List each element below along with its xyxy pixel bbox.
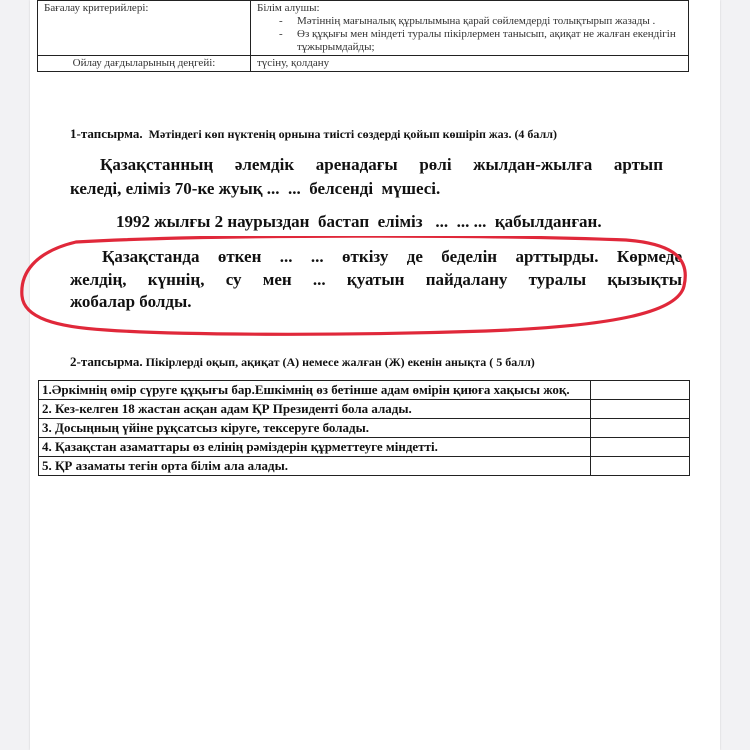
statement-text: 5. ҚР азаматы тегін орта білім ала алады. bbox=[39, 457, 591, 476]
task1-heading bbox=[70, 126, 557, 142]
answer-cell[interactable] bbox=[591, 457, 690, 476]
statement-row bbox=[39, 438, 690, 457]
thinking-level-row bbox=[38, 56, 689, 72]
task1-number: 1-тапсырма. bbox=[70, 126, 143, 141]
task2-heading bbox=[70, 354, 535, 370]
criteria-table bbox=[37, 0, 689, 72]
task2-instruction: Пікірлерді оқып, ақиқат (А) немесе жалған (Ж) екенін анықта ( 5 балл) bbox=[145, 355, 535, 369]
answer-cell[interactable] bbox=[591, 438, 690, 457]
task1-paragraph3-line2: желдің, күннің, су мен ... қуатын пайдалану туралы қызықты bbox=[70, 270, 682, 289]
task2-table bbox=[38, 380, 690, 476]
statement-row bbox=[39, 419, 690, 438]
criteria-list bbox=[257, 15, 682, 54]
criteria-label: Бағалау критерийлері: bbox=[38, 1, 251, 56]
task1-paragraph1-line1: Қазақстанның әлемдік аренадағы рөлі жылдан-жылға артып bbox=[100, 155, 663, 174]
answer-cell[interactable] bbox=[591, 381, 690, 400]
thinking-level-label: Ойлау дағдыларының деңгейі: bbox=[38, 56, 251, 72]
answer-cell[interactable] bbox=[591, 400, 690, 419]
task1-paragraph3-line1: Қазақстанда өткен ... ... өткізу де беделін арттырды. Көрмеде bbox=[102, 247, 682, 266]
task1-instruction: Мәтіндегі көп нүктенің орнына тиісті сөздерді қойып көшіріп жаз. (4 балл) bbox=[148, 127, 557, 141]
criteria-item: - Мәтіннің мағыналық құрылымына қарай сөйлемдерді толықтырып жазады . bbox=[257, 15, 682, 28]
red-annotation-circle bbox=[16, 236, 698, 346]
task1-paragraph3-line3: жобалар болды. bbox=[70, 292, 192, 311]
statement-text: 4. Қазақстан азаматтары өз елінің рәміздерін құрметтеуге міндетті. bbox=[39, 438, 591, 457]
criteria-content bbox=[251, 1, 689, 56]
criteria-item: - Өз құқығы мен міндеті туралы пікірлермен танысып, ақиқат не жалған екендігін тұжырымдайды; bbox=[257, 28, 682, 54]
criteria-title: Білім алушы: bbox=[257, 2, 320, 14]
task1-paragraph1-line2: келеді, еліміз 70-ке жуық ... ... белсенді мүшесі. bbox=[70, 179, 441, 198]
statement-row bbox=[39, 457, 690, 476]
answer-cell[interactable] bbox=[591, 419, 690, 438]
task1-paragraph2: 1992 жылғы 2 наурыздан бастап еліміз ... ... ... қабылданған. bbox=[116, 212, 602, 231]
thinking-level-value: түсіну, қолдану bbox=[251, 56, 689, 72]
document-page bbox=[30, 0, 720, 750]
task2-number: 2-тапсырма. bbox=[70, 354, 143, 369]
statement-row bbox=[39, 381, 690, 400]
statement-row bbox=[39, 400, 690, 419]
statement-text: 3. Досыңның үйіне рұқсатсыз кіруге, тексеруге болады. bbox=[39, 419, 591, 438]
statement-text: 1.Әркімнің өмір сүруге құқығы бар.Ешкімнің өз бетінше адам өмірін қиюға хақысы жоқ. bbox=[39, 381, 591, 400]
criteria-row bbox=[38, 1, 689, 56]
statement-text: 2. Кез-келген 18 жастан асқан адам ҚР Президенті бола алады. bbox=[39, 400, 591, 419]
